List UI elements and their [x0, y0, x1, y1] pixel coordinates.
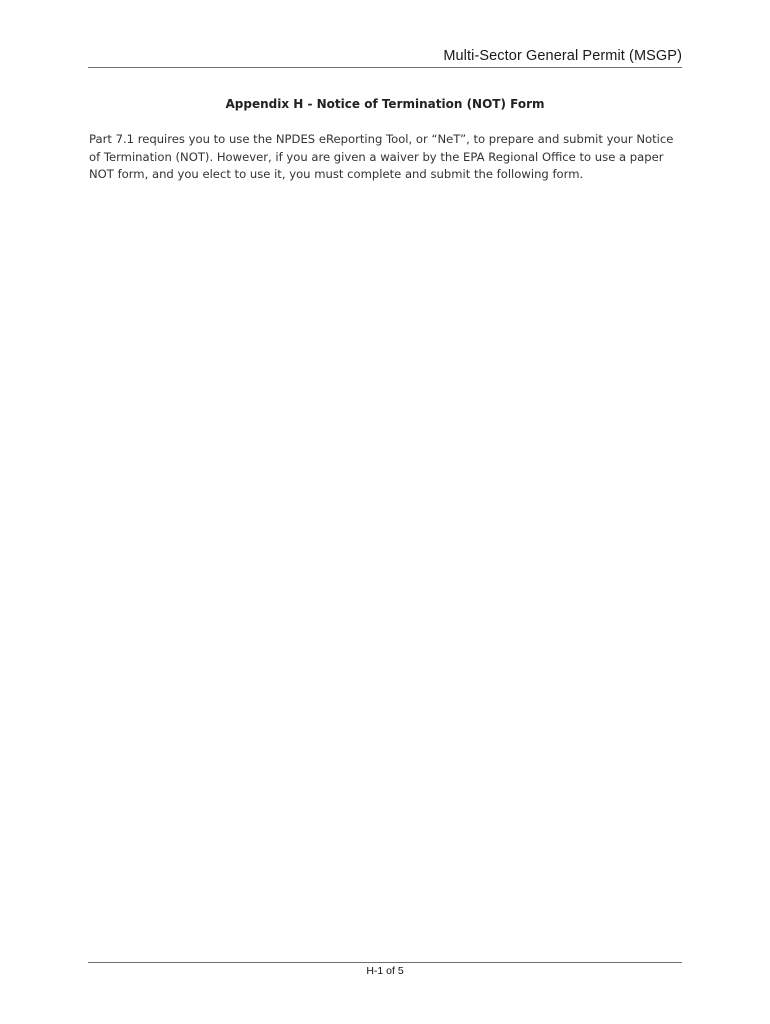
page-title: Appendix H - Notice of Termination (NOT) Form [225, 97, 545, 111]
intro-paragraph: Part 7.1 requires you to use the NPDES eReporting Tool, or “NeT”, to prepare and submit your Notice of Termination (NOT). However, if you are given a waiver by the EPA Regional Office to use a paper NOT form, and you elect to use it, you must complete and submit the following form. [89, 132, 674, 181]
page-number: H-1 of 5 [366, 965, 404, 977]
footer-divider [88, 962, 682, 963]
running-header-title: Multi-Sector General Permit (MSGP) [443, 48, 682, 64]
header-divider [88, 67, 682, 68]
